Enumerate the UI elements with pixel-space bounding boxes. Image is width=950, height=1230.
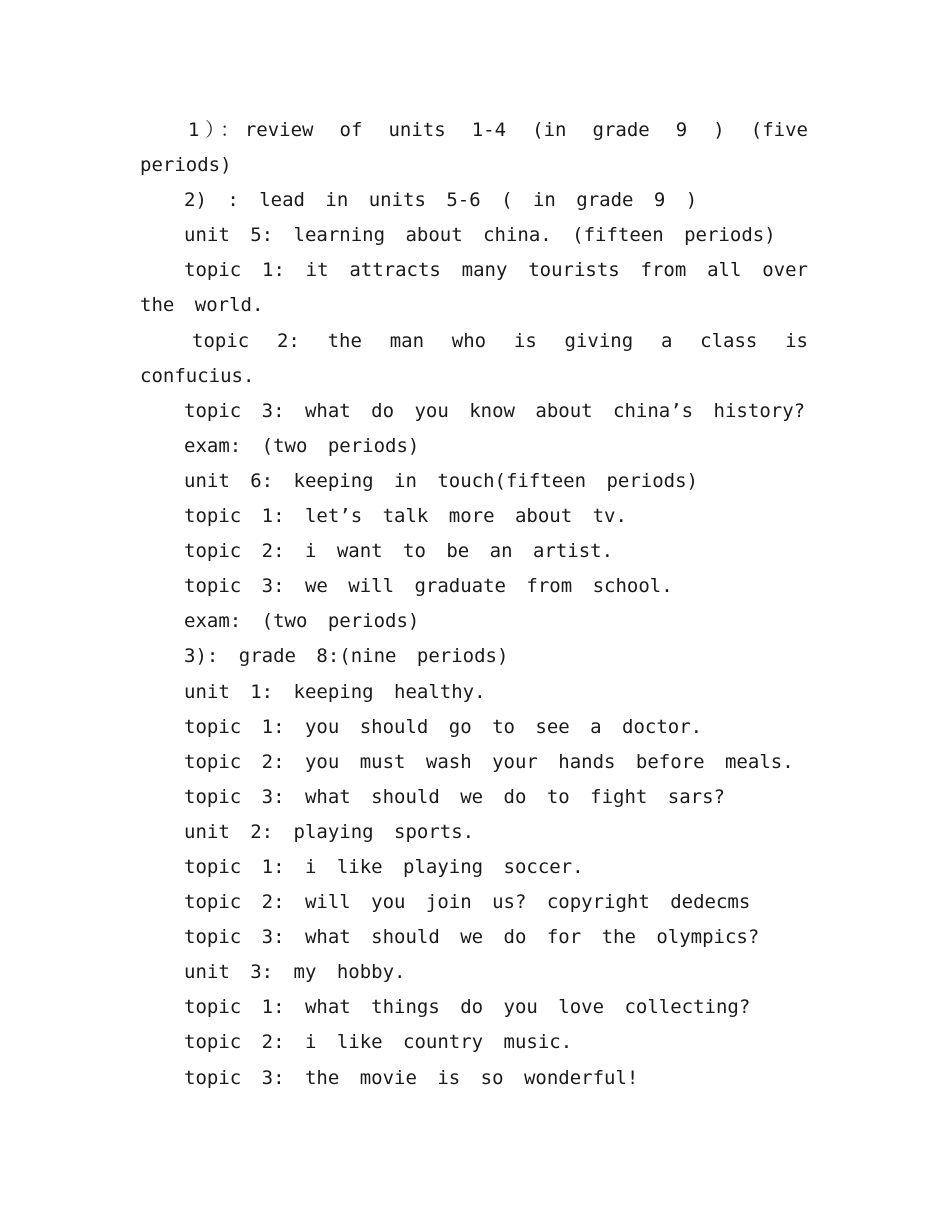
text-line-unit3-topic-1: topic 1: what things do you love collecting? <box>184 996 751 1019</box>
text-line-unit2-topic-3: topic 3: what should we do for the olympics? <box>184 926 760 949</box>
text-line-unit5-topic-2: topic 2: the man who is giving a class is <box>192 329 808 352</box>
text-line-unit3-topic-3: topic 3: the movie is so wonderful! <box>184 1066 639 1089</box>
text-line-periods: periods) <box>140 154 232 177</box>
text-line-unit6-topic-3: topic 3: we will graduate from school. <box>184 575 673 598</box>
document-body <box>140 113 808 1096</box>
text-line-unit5-topic-2-cont: confucius. <box>140 364 255 387</box>
text-line-grade-8: 3): grade 8:(nine periods) <box>184 645 509 668</box>
text-line-unit2-topic-1: topic 1: i like playing soccer. <box>184 855 584 878</box>
text-line-unit-1: unit 1: keeping healthy. <box>184 680 486 703</box>
text-line-unit-3: unit 3: my hobby. <box>184 961 406 984</box>
text-line-unit-2: unit 2: playing sports. <box>184 820 475 843</box>
text-line-unit-6: unit 6: keeping in touch(fifteen periods) <box>184 469 698 492</box>
text-line-unit5-topic-1-cont: the world. <box>140 294 264 317</box>
text-line-lead-in: 2) : lead in units 5-6 ( in grade 9 ) <box>184 189 698 212</box>
text-line-unit5-topic-1: topic 1: it attracts many tourists from all over <box>184 259 808 282</box>
text-line-exam-2: exam: (two periods) <box>184 610 420 633</box>
text-line-exam-1: exam: (two periods) <box>184 434 420 457</box>
text-line-unit6-topic-2: topic 2: i want to be an artist. <box>184 540 614 563</box>
text-line-unit6-topic-1: topic 1: let’s talk more about tv. <box>184 505 627 528</box>
text-line-unit5-topic-3: topic 3: what do you know about china’s history? <box>184 399 806 422</box>
text-line-unit1-topic-3: topic 3: what should we do to fight sars? <box>184 785 725 808</box>
text-line-unit-5: unit 5: learning about china. (fifteen periods) <box>184 224 776 247</box>
text-line-unit3-topic-2: topic 2: i like country music. <box>184 1031 573 1054</box>
text-line-unit2-topic-2: topic 2: will you join us? copyright dedecms <box>184 891 751 914</box>
text-line-unit1-topic-1: topic 1: you should go to see a doctor. <box>184 715 703 738</box>
text-line-unit1-topic-2: topic 2: you must wash your hands before meals. <box>184 750 794 773</box>
text-line-review-units: 1）：review of units 1-4 (in grade 9 ) (five <box>188 119 808 141</box>
